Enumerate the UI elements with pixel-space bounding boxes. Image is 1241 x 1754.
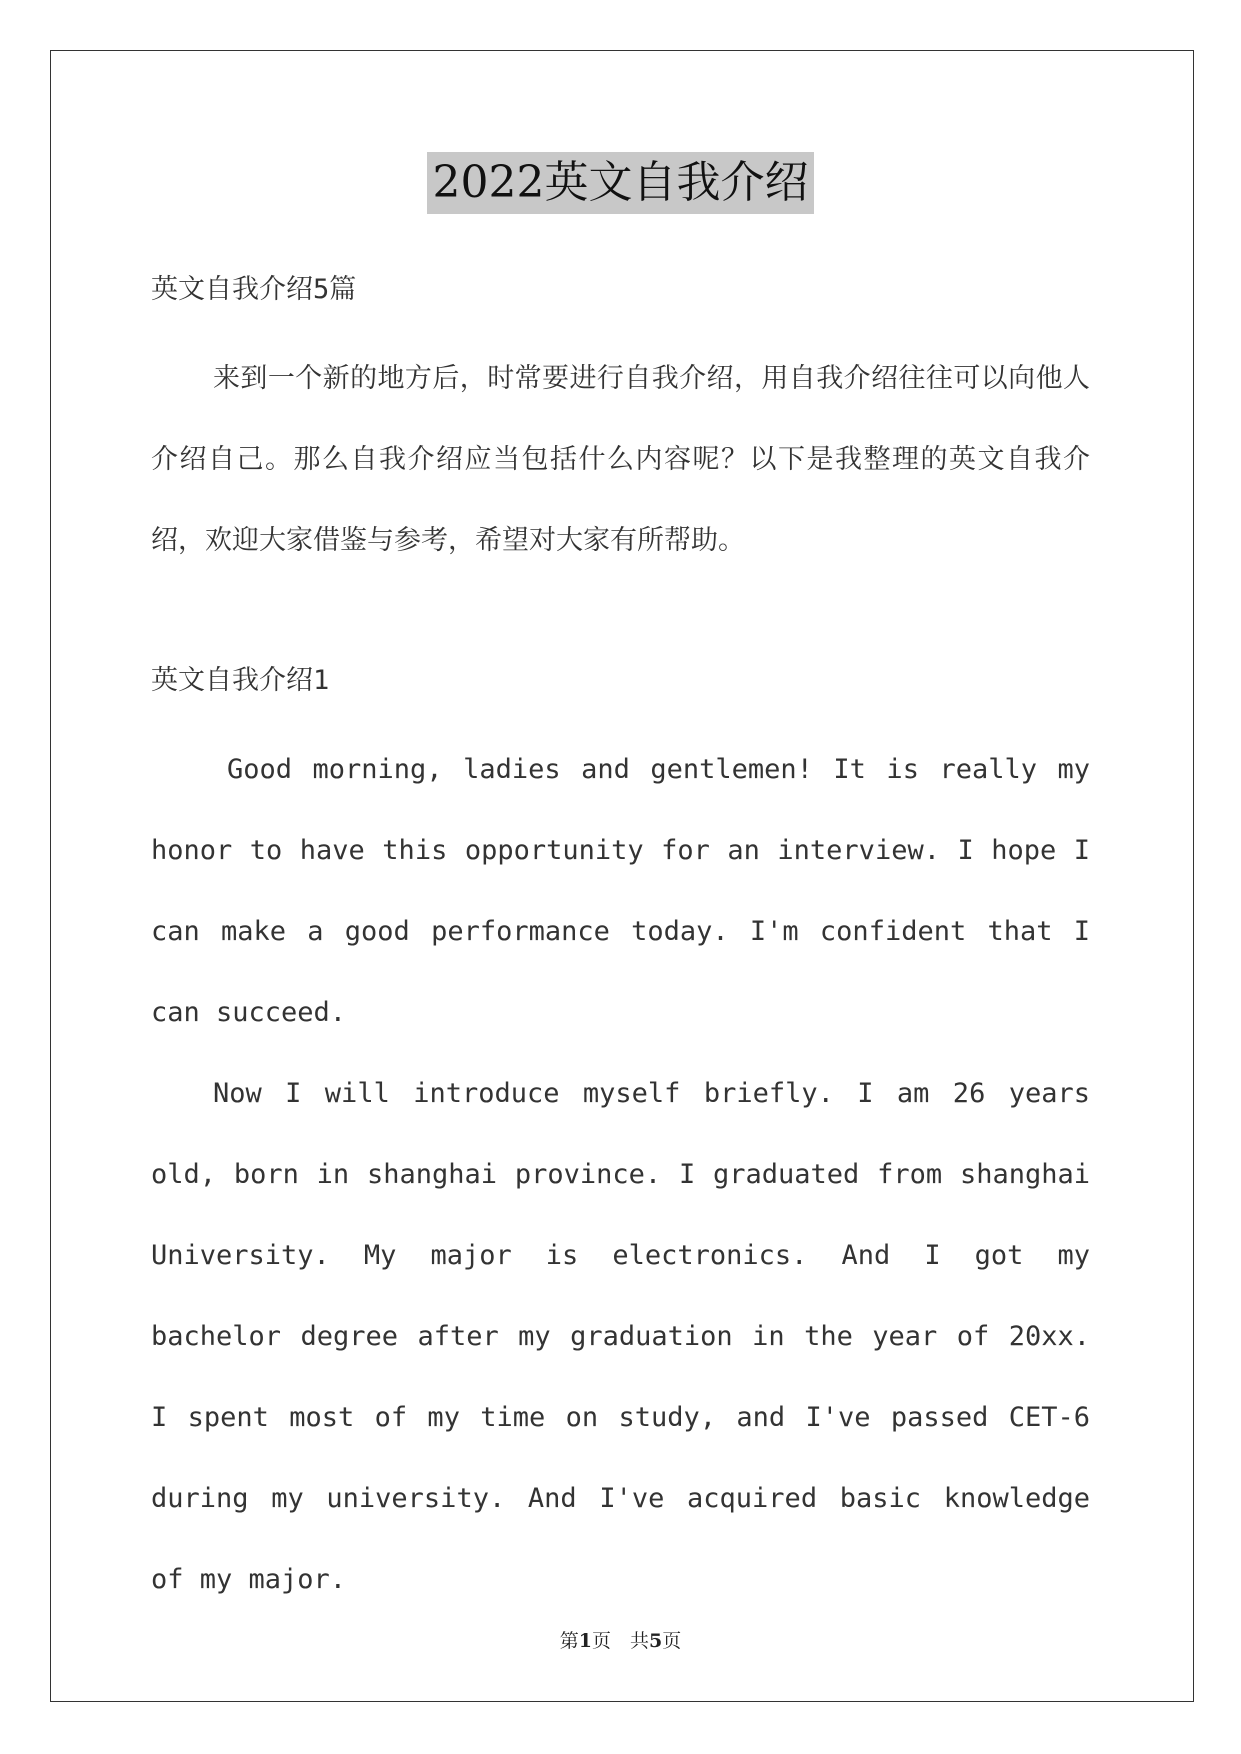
document-body [151,258,1090,1620]
page-footer [0,1626,1241,1653]
footer-prefix: 第 [559,1630,579,1652]
subtitle: 英文自我介绍5篇 [151,274,357,305]
footer-suffix: 页 [662,1630,682,1652]
title-container [0,152,1241,214]
section-heading: 英文自我介绍1 [151,665,330,696]
document-title: 2022英文自我介绍 [427,152,815,214]
intro-paragraph: 来到一个新的地方后，时常要进行自我介绍，用自我介绍往往可以向他人介绍自己。那么自我介绍应当包括什么内容呢？以下是我整理的英文自我介绍，欢迎大家借鉴与参考，希望对大家有所帮助。 [151,363,1090,556]
spacer [151,581,1090,649]
footer-current-page: 1 [578,1630,592,1652]
footer-mid: 页 共 [591,1630,649,1652]
paragraph-introduction: Now I will introduce myself briefly. I am 26 years old, born in shanghai province. I graduated from shanghai University. My major is electronics. And I got my bachelor degree after my graduation in the year of 20xx. I spent most of my time on study, and I've passed CET-6 during my university. And I've acquired basic knowledge of my major. [151,1078,1090,1595]
footer-total-pages: 5 [649,1630,663,1652]
paragraph-greeting: Good morning, ladies and gentlemen! It is really my honor to have this opportunity for an interview. I hope I can make a good performance today. I'm confident that I can succeed. [151,754,1090,1028]
